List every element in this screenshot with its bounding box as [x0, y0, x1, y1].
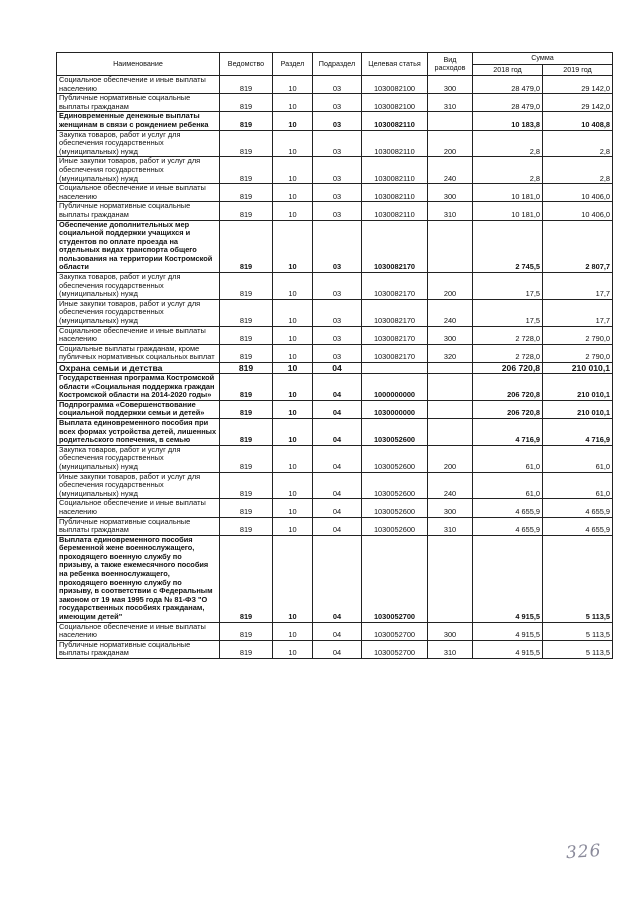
table-row — [57, 418, 613, 445]
cell-target: 1030082100 — [362, 94, 428, 112]
cell-subsection: 03 — [313, 299, 362, 326]
cell-section: 10 — [273, 220, 313, 273]
cell-name: Публичные нормативные социальные выплаты гражданам — [57, 640, 220, 658]
cell-subsection: 04 — [313, 535, 362, 622]
cell-subsection: 04 — [313, 622, 362, 640]
table-header — [57, 53, 613, 76]
cell-target: 1030082170 — [362, 299, 428, 326]
cell-target: 1030082170 — [362, 344, 428, 362]
cell-subsection: 03 — [313, 94, 362, 112]
cell-sum-2019: 5 113,5 — [543, 535, 613, 622]
cell-dept: 819 — [220, 220, 273, 273]
cell-subsection: 03 — [313, 220, 362, 273]
cell-subsection: 04 — [313, 418, 362, 445]
cell-section: 10 — [273, 273, 313, 300]
cell-dept: 819 — [220, 472, 273, 499]
cell-subsection: 03 — [313, 184, 362, 202]
cell-exptype: 310 — [428, 640, 473, 658]
table-row — [57, 535, 613, 622]
cell-exptype — [428, 374, 473, 401]
cell-subsection: 04 — [313, 499, 362, 517]
cell-name: Социальное обеспечение и иные выплаты населению — [57, 622, 220, 640]
cell-sum-2019: 2 790,0 — [543, 326, 613, 344]
cell-dept: 819 — [220, 344, 273, 362]
cell-section: 10 — [273, 184, 313, 202]
cell-section: 10 — [273, 94, 313, 112]
table-row — [57, 363, 613, 374]
cell-dept: 819 — [220, 363, 273, 374]
table-row — [57, 517, 613, 535]
cell-exptype: 240 — [428, 299, 473, 326]
cell-sum-2018: 2,8 — [473, 130, 543, 157]
cell-sum-2019: 10 406,0 — [543, 202, 613, 220]
header-year-2019: 2019 год — [543, 65, 613, 76]
cell-sum-2019: 5 113,5 — [543, 622, 613, 640]
cell-dept: 819 — [220, 273, 273, 300]
cell-sum-2018: 2 745,5 — [473, 220, 543, 273]
cell-sum-2018: 10 181,0 — [473, 202, 543, 220]
header-subsection: Подраздел — [313, 53, 362, 76]
cell-sum-2018: 206 720,8 — [473, 374, 543, 401]
cell-target: 1030052700 — [362, 640, 428, 658]
table-row — [57, 472, 613, 499]
cell-target: 1030052600 — [362, 517, 428, 535]
cell-name: Иные закупки товаров, работ и услуг для обеспечения государственных (муниципальных) нужд — [57, 299, 220, 326]
table-row — [57, 374, 613, 401]
cell-name: Иные закупки товаров, работ и услуг для обеспечения государственных (муниципальных) нужд — [57, 157, 220, 184]
table-row — [57, 299, 613, 326]
header-target: Целевая статья — [362, 53, 428, 76]
cell-dept: 819 — [220, 130, 273, 157]
cell-target: 1000000000 — [362, 374, 428, 401]
cell-dept: 819 — [220, 112, 273, 130]
cell-exptype: 300 — [428, 499, 473, 517]
cell-sum-2018: 4 915,5 — [473, 640, 543, 658]
cell-name: Охрана семьи и детства — [57, 363, 220, 374]
cell-sum-2019: 10 406,0 — [543, 184, 613, 202]
cell-subsection: 03 — [313, 326, 362, 344]
cell-subsection: 03 — [313, 130, 362, 157]
cell-dept: 819 — [220, 517, 273, 535]
cell-subsection: 04 — [313, 363, 362, 374]
cell-sum-2019: 210 010,1 — [543, 363, 613, 374]
cell-section: 10 — [273, 374, 313, 401]
cell-subsection: 03 — [313, 273, 362, 300]
cell-sum-2019: 5 113,5 — [543, 640, 613, 658]
cell-section: 10 — [273, 299, 313, 326]
cell-section: 10 — [273, 499, 313, 517]
cell-name: Закупка товаров, работ и услуг для обеспечения государственных (муниципальных) нужд — [57, 273, 220, 300]
cell-target: 1030082170 — [362, 220, 428, 273]
table-row — [57, 76, 613, 94]
cell-subsection: 04 — [313, 400, 362, 418]
cell-dept: 819 — [220, 640, 273, 658]
cell-subsection: 04 — [313, 472, 362, 499]
cell-name: Иные закупки товаров, работ и услуг для обеспечения государственных (муниципальных) нужд — [57, 472, 220, 499]
cell-sum-2019: 2,8 — [543, 130, 613, 157]
cell-exptype: 320 — [428, 344, 473, 362]
cell-target: 1030052600 — [362, 418, 428, 445]
cell-target: 1030052700 — [362, 622, 428, 640]
cell-section: 10 — [273, 445, 313, 472]
cell-subsection: 03 — [313, 76, 362, 94]
page-number: 326 — [565, 840, 603, 864]
cell-sum-2018: 28 479,0 — [473, 94, 543, 112]
cell-dept: 819 — [220, 157, 273, 184]
table-row — [57, 326, 613, 344]
cell-section: 10 — [273, 517, 313, 535]
cell-subsection: 04 — [313, 445, 362, 472]
cell-exptype: 300 — [428, 326, 473, 344]
cell-name: Социальное обеспечение и иные выплаты населению — [57, 326, 220, 344]
cell-exptype: 240 — [428, 157, 473, 184]
cell-dept: 819 — [220, 184, 273, 202]
cell-name: Обеспечение дополнительных мер социальной поддержки учащихся и студентов по оплате проезда на отдельных видах транспорта общего пользования на территории Костромской области — [57, 220, 220, 273]
cell-subsection: 03 — [313, 344, 362, 362]
cell-target: 1030082170 — [362, 326, 428, 344]
cell-section: 10 — [273, 344, 313, 362]
table-row — [57, 640, 613, 658]
table-row — [57, 112, 613, 130]
cell-exptype: 310 — [428, 517, 473, 535]
cell-sum-2018: 206 720,8 — [473, 400, 543, 418]
cell-sum-2018: 206 720,8 — [473, 363, 543, 374]
cell-target — [362, 363, 428, 374]
cell-target: 1030052600 — [362, 445, 428, 472]
cell-section: 10 — [273, 326, 313, 344]
cell-section: 10 — [273, 622, 313, 640]
cell-subsection: 03 — [313, 112, 362, 130]
cell-name: Публичные нормативные социальные выплаты гражданам — [57, 94, 220, 112]
cell-name: Социальные выплаты гражданам, кроме публичных нормативных социальных выплат — [57, 344, 220, 362]
cell-exptype: 240 — [428, 472, 473, 499]
cell-sum-2019: 2 790,0 — [543, 344, 613, 362]
table-row — [57, 622, 613, 640]
cell-sum-2019: 29 142,0 — [543, 76, 613, 94]
cell-exptype: 310 — [428, 94, 473, 112]
cell-name: Социальное обеспечение и иные выплаты населению — [57, 499, 220, 517]
cell-subsection: 03 — [313, 202, 362, 220]
cell-dept: 819 — [220, 326, 273, 344]
cell-section: 10 — [273, 202, 313, 220]
cell-dept: 819 — [220, 418, 273, 445]
cell-target: 1030052600 — [362, 472, 428, 499]
cell-target: 1030082100 — [362, 76, 428, 94]
cell-target: 1030082110 — [362, 130, 428, 157]
cell-section: 10 — [273, 112, 313, 130]
cell-sum-2018: 61,0 — [473, 445, 543, 472]
cell-name: Закупка товаров, работ и услуг для обеспечения государственных (муниципальных) нужд — [57, 445, 220, 472]
cell-exptype: 300 — [428, 184, 473, 202]
cell-section: 10 — [273, 418, 313, 445]
table-row — [57, 202, 613, 220]
cell-section: 10 — [273, 640, 313, 658]
cell-name: Государственная программа Костромской области «Социальная поддержка граждан Костромской области на 2014-2020 годы» — [57, 374, 220, 401]
cell-sum-2018: 2,8 — [473, 157, 543, 184]
cell-sum-2019: 2 807,7 — [543, 220, 613, 273]
cell-name: Выплата единовременного пособия беременной жене военнослужащего, проходящего военную службу по призыву, а также ежемесячного пособия на ребенка военнослужащего, проходящего военную службу по призыву, в соответствии с Федеральным законом от 19 мая 1995 года № 81-ФЗ "О государственных пособиях гражданам, имеющим детей" — [57, 535, 220, 622]
header-sum: Сумма — [473, 53, 613, 65]
cell-dept: 819 — [220, 299, 273, 326]
cell-target: 1030082110 — [362, 157, 428, 184]
table-row — [57, 157, 613, 184]
cell-target: 1030052600 — [362, 499, 428, 517]
cell-sum-2018: 4 655,9 — [473, 517, 543, 535]
cell-sum-2019: 2,8 — [543, 157, 613, 184]
cell-dept: 819 — [220, 535, 273, 622]
cell-sum-2018: 17,5 — [473, 273, 543, 300]
cell-exptype: 200 — [428, 130, 473, 157]
cell-sum-2018: 2 728,0 — [473, 326, 543, 344]
cell-section: 10 — [273, 472, 313, 499]
cell-sum-2018: 10 183,8 — [473, 112, 543, 130]
cell-exptype: 300 — [428, 622, 473, 640]
header-name: Наименование — [57, 53, 220, 76]
cell-sum-2019: 210 010,1 — [543, 374, 613, 401]
table-row — [57, 499, 613, 517]
table-row — [57, 445, 613, 472]
table-row — [57, 94, 613, 112]
cell-section: 10 — [273, 535, 313, 622]
cell-sum-2019: 4 655,9 — [543, 517, 613, 535]
cell-section: 10 — [273, 130, 313, 157]
budget-table — [56, 52, 613, 659]
cell-sum-2018: 4 716,9 — [473, 418, 543, 445]
table-row — [57, 400, 613, 418]
cell-target: 1030082170 — [362, 273, 428, 300]
cell-sum-2018: 28 479,0 — [473, 76, 543, 94]
cell-subsection: 04 — [313, 374, 362, 401]
header-year-2018: 2018 год — [473, 65, 543, 76]
cell-sum-2018: 4 915,5 — [473, 535, 543, 622]
cell-section: 10 — [273, 363, 313, 374]
cell-target: 1030082110 — [362, 202, 428, 220]
cell-exptype — [428, 400, 473, 418]
cell-subsection: 04 — [313, 517, 362, 535]
table-row — [57, 184, 613, 202]
table-row — [57, 273, 613, 300]
header-section: Раздел — [273, 53, 313, 76]
cell-dept: 819 — [220, 499, 273, 517]
table-row — [57, 220, 613, 273]
table-row — [57, 130, 613, 157]
cell-exptype: 300 — [428, 76, 473, 94]
cell-name: Выплата единовременного пособия при всех формах устройства детей, лишенных родительского попечения, в семью — [57, 418, 220, 445]
cell-sum-2019: 61,0 — [543, 445, 613, 472]
cell-dept: 819 — [220, 400, 273, 418]
cell-exptype: 200 — [428, 445, 473, 472]
cell-sum-2018: 61,0 — [473, 472, 543, 499]
cell-dept: 819 — [220, 445, 273, 472]
cell-exptype — [428, 535, 473, 622]
cell-target: 1030052700 — [362, 535, 428, 622]
cell-subsection: 04 — [313, 640, 362, 658]
cell-exptype — [428, 363, 473, 374]
cell-exptype — [428, 220, 473, 273]
cell-name: Подпрограмма «Совершенствование социальной поддержки семьи и детей» — [57, 400, 220, 418]
cell-sum-2018: 4 915,5 — [473, 622, 543, 640]
cell-exptype — [428, 418, 473, 445]
cell-name: Публичные нормативные социальные выплаты гражданам — [57, 202, 220, 220]
cell-section: 10 — [273, 76, 313, 94]
cell-sum-2018: 4 655,9 — [473, 499, 543, 517]
cell-dept: 819 — [220, 374, 273, 401]
cell-target: 1030000000 — [362, 400, 428, 418]
cell-sum-2019: 61,0 — [543, 472, 613, 499]
cell-sum-2018: 10 181,0 — [473, 184, 543, 202]
cell-exptype: 200 — [428, 273, 473, 300]
cell-sum-2019: 4 716,9 — [543, 418, 613, 445]
cell-name: Публичные нормативные социальные выплаты гражданам — [57, 517, 220, 535]
cell-exptype: 310 — [428, 202, 473, 220]
cell-sum-2019: 4 655,9 — [543, 499, 613, 517]
cell-sum-2019: 17,7 — [543, 299, 613, 326]
budget-table-sheet — [56, 52, 612, 659]
cell-sum-2018: 2 728,0 — [473, 344, 543, 362]
table-body — [57, 76, 613, 659]
cell-exptype — [428, 112, 473, 130]
cell-name: Социальное обеспечение и иные выплаты населению — [57, 76, 220, 94]
cell-subsection: 03 — [313, 157, 362, 184]
cell-section: 10 — [273, 400, 313, 418]
cell-name: Социальное обеспечение и иные выплаты населению — [57, 184, 220, 202]
table-row — [57, 344, 613, 362]
cell-sum-2019: 210 010,1 — [543, 400, 613, 418]
header-dept: Ведомство — [220, 53, 273, 76]
cell-sum-2019: 17,7 — [543, 273, 613, 300]
cell-dept: 819 — [220, 622, 273, 640]
cell-dept: 819 — [220, 76, 273, 94]
cell-section: 10 — [273, 157, 313, 184]
header-exptype: Вид расходов — [428, 53, 473, 76]
cell-sum-2019: 10 408,8 — [543, 112, 613, 130]
cell-sum-2019: 29 142,0 — [543, 94, 613, 112]
cell-target: 1030082110 — [362, 184, 428, 202]
cell-name: Единовременные денежные выплаты женщинам в связи с рождением ребенка — [57, 112, 220, 130]
cell-target: 1030082110 — [362, 112, 428, 130]
cell-name: Закупка товаров, работ и услуг для обеспечения государственных (муниципальных) нужд — [57, 130, 220, 157]
cell-sum-2018: 17,5 — [473, 299, 543, 326]
cell-dept: 819 — [220, 202, 273, 220]
cell-dept: 819 — [220, 94, 273, 112]
